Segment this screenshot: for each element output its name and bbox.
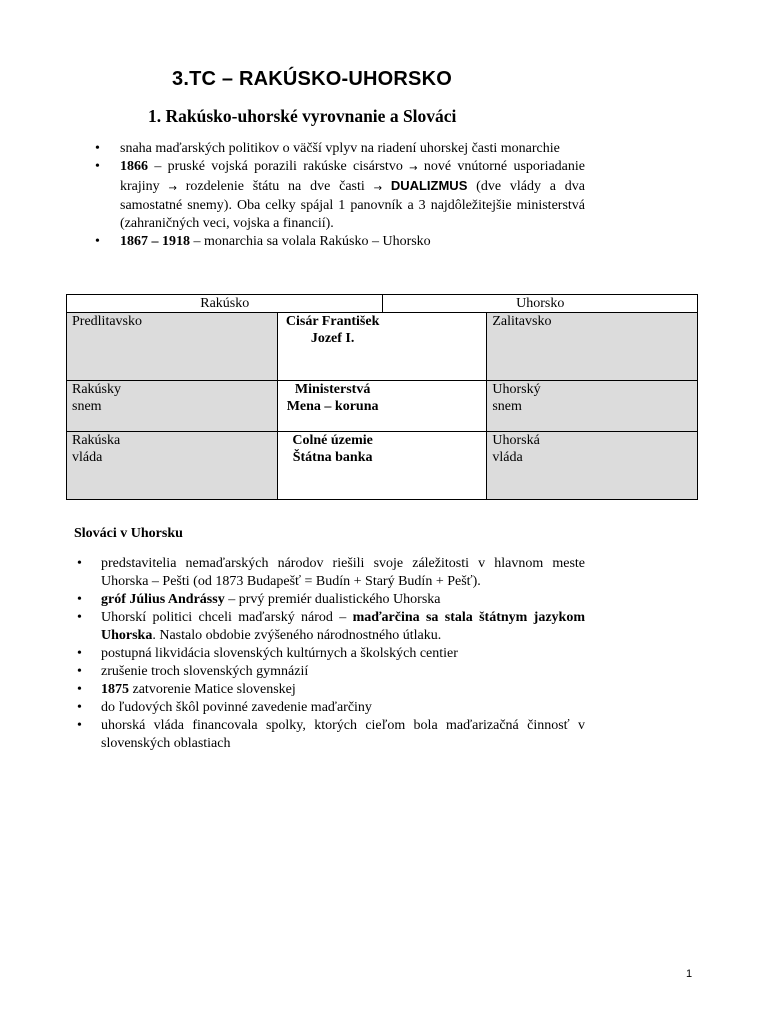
dualism-table [66, 294, 698, 500]
header-rakusko: Rakúsko [67, 295, 383, 313]
table-row [67, 432, 698, 500]
list-item: • gróf Július Andrássy – prvý premiér dualistického Uhorska [0, 591, 585, 609]
list-item: • 1867 – 1918 – monarchia sa volala Rakúsko – Uhorsko [0, 233, 585, 251]
cell-rakusky-snem: Rakúsky snem [67, 381, 278, 432]
list-item: • Uhorskí politici chceli maďarský národ – maďarčina sa stala štátnym jazykom Uhorska. Nastalo obdobie zvýšeného národnostného útlaku. [0, 609, 585, 645]
table-header-row [67, 295, 698, 313]
bullet-list-slovaci [0, 555, 585, 753]
list-item: • zrušenie troch slovenských gymnázií [0, 663, 585, 681]
cell-predlitavsko: Predlitavsko [67, 313, 278, 381]
list-item: • postupná likvidácia slovenských kultúrnych a školských centier [0, 645, 585, 663]
table-row [67, 313, 698, 381]
header-uhorsko: Uhorsko [383, 295, 698, 313]
cell-uhorsky-snem: Uhorský snem [487, 381, 698, 432]
cell-rakuska-vlada: Rakúska vláda [67, 432, 278, 500]
arrow-right-icon: → [373, 183, 382, 194]
page-number: 1 [686, 968, 693, 980]
cell-uhorska-vlada: Uhorská vláda [487, 432, 698, 500]
list-item: • snaha maďarských politikov o väčší vplyv na riadení uhorskej časti monarchie [0, 140, 585, 158]
arrow-right-icon: → [409, 163, 418, 174]
list-item: • 1866 – pruské vojská porazili rakúske cisárstvo → nové vnútorné usporiadanie krajiny → rozdelenie štátu na dve časti → DUALIZMUS (dve vlády a dva samostatné snemy). Oba celky spájal 1 panovník a 3 najdôležitejšie ministerstvá (zahraničných veci, vojska a financií). [0, 158, 585, 233]
page-title: 3.TC – RAKÚSKO-UHORSKO [172, 68, 452, 90]
list-item: • 1875 zatvorenie Matice slovenskej [0, 681, 585, 699]
cell-cisar: Cisár František Jozef I. [277, 313, 487, 381]
bullet-list-vyrovnanie [0, 140, 585, 251]
cell-colne-uzemie: Colné územie Štátna banka [277, 432, 487, 500]
list-item: • do ľudových škôl povinné zavedenie maďarčiny [0, 699, 585, 717]
list-item: • uhorská vláda financovala spolky, ktorých cieľom bola maďarizačná činnosť v slovenských oblastiach [0, 717, 585, 753]
section-heading-slovaci: Slováci v Uhorsku [74, 526, 183, 541]
cell-zalitavsko: Zalitavsko [487, 313, 698, 381]
table-row [67, 381, 698, 432]
list-item: • predstavitelia nemaďarských národov riešili svoje záležitosti v hlavnom meste Uhorska – Pešti (od 1873 Budapešť = Budín + Starý Budín + Pešť). [0, 555, 585, 591]
cell-ministerstva: Ministerstvá Mena – koruna [277, 381, 487, 432]
arrow-right-icon: → [168, 183, 177, 194]
section-heading-vyrovnanie: 1. Rakúsko-uhorské vyrovnanie a Slováci [148, 106, 457, 126]
